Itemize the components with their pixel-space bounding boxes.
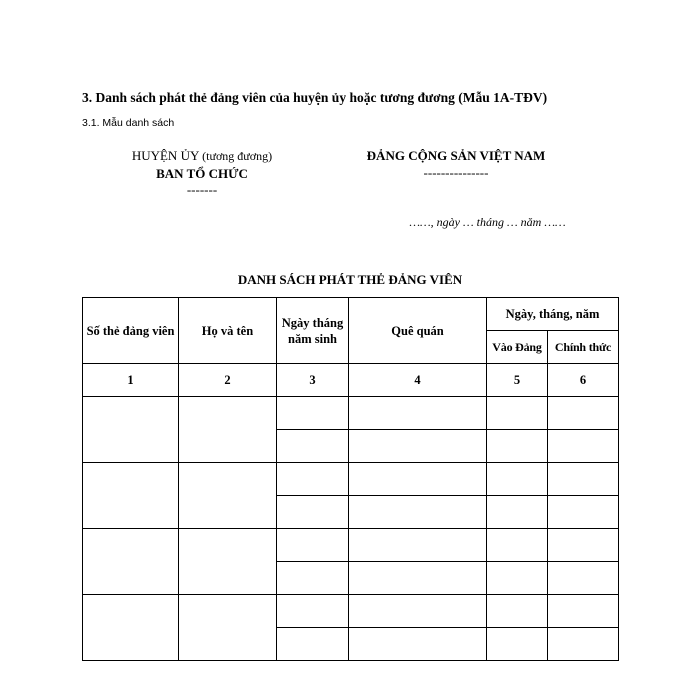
table-cell [349, 496, 487, 529]
column-number: 2 [179, 364, 277, 397]
column-number: 6 [548, 364, 619, 397]
section-title: 3. Danh sách phát thẻ đảng viên của huyện ủy hoặc tương đương (Mẫu 1A-TĐV) [82, 90, 548, 105]
table-header-row [83, 298, 619, 331]
table-cell [277, 595, 349, 628]
list-title: DANH SÁCH PHÁT THẺ ĐẢNG VIÊN [237, 272, 463, 287]
table-cell [349, 562, 487, 595]
table-cell [277, 529, 349, 562]
column-number-row [83, 364, 619, 397]
table-cell [487, 628, 548, 661]
table-row [83, 397, 619, 430]
table-cell [83, 529, 179, 595]
issuing-department: BAN TỔ CHỨC [156, 166, 248, 181]
party-header [346, 147, 566, 181]
table-cell [179, 463, 277, 529]
table-cell [487, 529, 548, 562]
table-row [83, 529, 619, 562]
table-cell [349, 397, 487, 430]
table-cell [277, 496, 349, 529]
column-number: 1 [83, 364, 179, 397]
table-cell [179, 397, 277, 463]
header-hometown: Quê quán [349, 298, 487, 364]
member-card-table [82, 297, 619, 661]
left-separator: ------- [186, 182, 218, 197]
party-name: ĐẢNG CỘNG SẢN VIỆT NAM [366, 148, 546, 163]
table-cell [548, 463, 619, 496]
table-cell [548, 529, 619, 562]
column-number: 5 [487, 364, 548, 397]
table-cell [487, 430, 548, 463]
date-line: ……, ngày … tháng … năm …… [409, 215, 566, 229]
table-cell [83, 595, 179, 661]
table-cell [548, 397, 619, 430]
table-cell [487, 562, 548, 595]
table-cell [277, 463, 349, 496]
issuing-body-header [100, 147, 304, 198]
table-cell [83, 463, 179, 529]
table-cell [277, 430, 349, 463]
table-cell [349, 595, 487, 628]
column-number: 3 [277, 364, 349, 397]
table-row [83, 595, 619, 628]
subsection-title: 3.1. Mẫu danh sách [82, 117, 175, 129]
right-separator: --------------- [423, 165, 489, 180]
table-cell [487, 496, 548, 529]
table-cell [349, 529, 487, 562]
table-cell [277, 397, 349, 430]
issuing-body-name: HUYỆN ỦY [131, 148, 199, 163]
table-cell [349, 430, 487, 463]
table-cell [487, 463, 548, 496]
table-cell [179, 595, 277, 661]
header-date-group: Ngày, tháng, năm [487, 298, 619, 331]
header-card-number: Số thẻ đảng viên [83, 298, 179, 364]
column-number: 4 [349, 364, 487, 397]
table-cell [83, 397, 179, 463]
issuing-body-note: (tương đương) [202, 149, 273, 163]
table-cell [487, 397, 548, 430]
table-cell [548, 595, 619, 628]
table-cell [179, 529, 277, 595]
table-cell [548, 628, 619, 661]
table-cell [548, 562, 619, 595]
table-cell [277, 628, 349, 661]
table-cell [349, 463, 487, 496]
table-cell [277, 562, 349, 595]
table-cell [548, 430, 619, 463]
table-row [83, 463, 619, 496]
issuing-body-line1 [100, 147, 304, 165]
header-official-date: Chính thức [548, 331, 619, 364]
table-cell [548, 496, 619, 529]
header-full-name: Họ và tên [179, 298, 277, 364]
table-cell [349, 628, 487, 661]
header-birth-date: Ngày tháng năm sinh [277, 298, 349, 364]
table-cell [487, 595, 548, 628]
header-join-date: Vào Đảng [487, 331, 548, 364]
